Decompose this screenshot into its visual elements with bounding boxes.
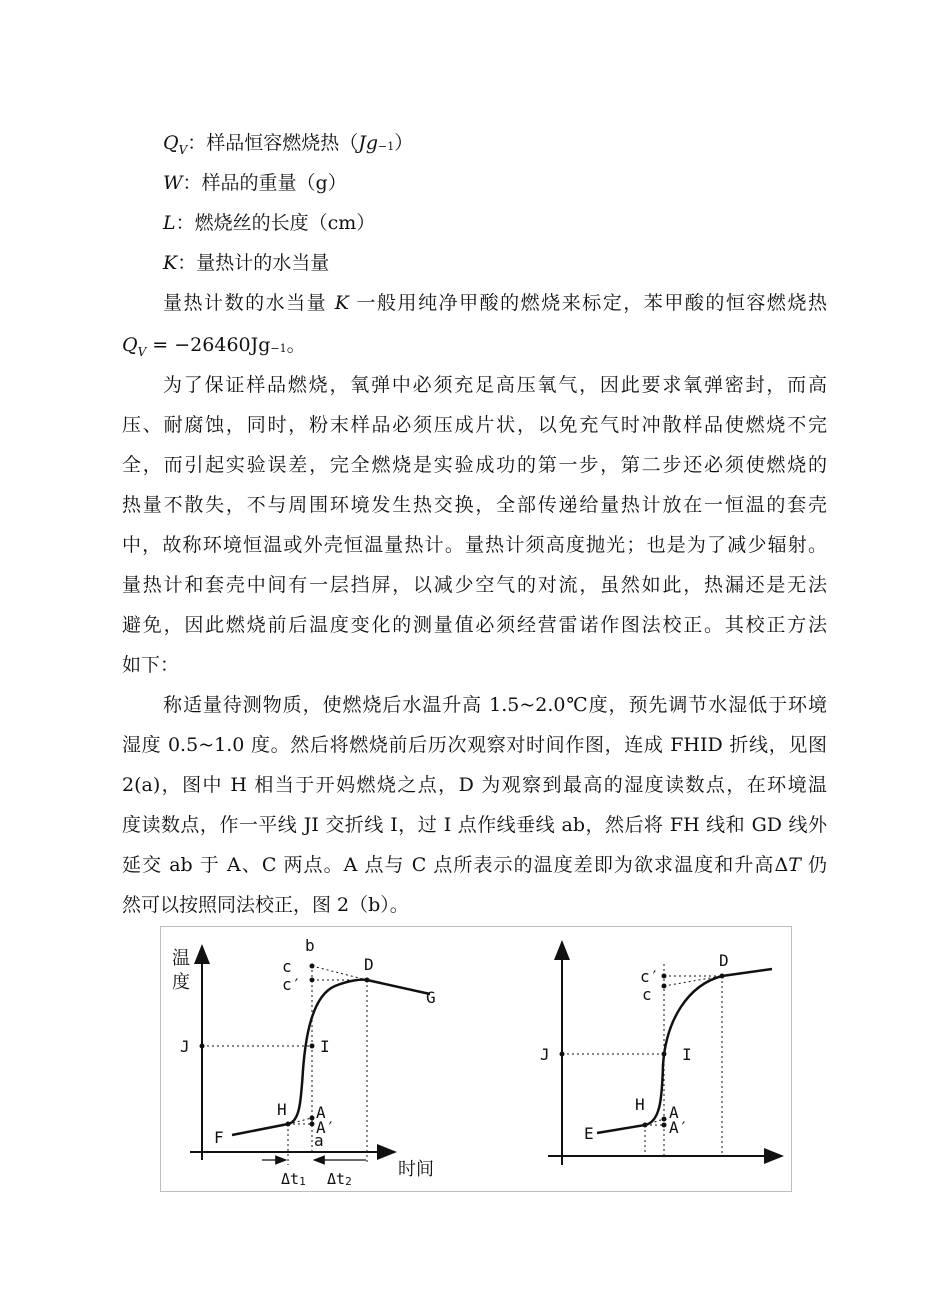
point-j: [200, 1044, 205, 1049]
point-ap: [662, 1123, 667, 1128]
point-j: [560, 1052, 565, 1057]
label-g: G: [426, 988, 436, 1007]
delta-symbol: Δ: [774, 854, 789, 876]
label-h: H: [277, 1100, 287, 1119]
bracket: ）: [394, 132, 414, 154]
delta-t2-label: Δt2: [327, 1170, 352, 1188]
definition-text: ：量热计的水当量: [177, 252, 330, 274]
label-d: D: [719, 951, 729, 970]
point-a: [662, 1117, 667, 1122]
label-ap: A′: [669, 1118, 689, 1137]
y-axis-label: 温: [172, 948, 190, 969]
label-c: c: [282, 957, 292, 976]
label-f: F: [214, 1128, 224, 1147]
paragraph-2-line: 如下：: [122, 654, 180, 676]
definition-text: ：样品恒容燃烧热（: [187, 132, 359, 154]
label-e: E: [584, 1124, 594, 1143]
panel-b: [540, 942, 782, 1165]
label-d: D: [364, 955, 374, 974]
label-a-small: a: [314, 1131, 324, 1150]
y-axis-label: 度: [172, 972, 190, 993]
point-ap: [310, 1122, 315, 1127]
symbol: L: [163, 212, 176, 234]
exponent: −1: [378, 140, 395, 153]
label-c: c: [642, 985, 652, 1004]
exponent: −1: [270, 342, 287, 355]
temperature-curve: [232, 980, 430, 1135]
label-a: A: [669, 1103, 679, 1122]
label-j: J: [540, 1045, 550, 1064]
paragraph-2-line: 全，而引起实验误差，完全燃烧是实验成功的第一步，第二步还必须使燃烧的: [122, 454, 827, 476]
paragraph-3-line: 度读数点，作一平线 JI 交折线 I，过 I 点作线垂线 ab，然后将 FH 线和 GD 线外: [122, 814, 827, 836]
paragraph-3-line: 称适量待测物质，使燃烧后水温升高 1.5~2.0℃度，预先调节水湿低于环境: [163, 694, 827, 716]
point-i: [662, 1052, 667, 1057]
point-d: [365, 978, 370, 983]
symbol: Q: [163, 132, 179, 154]
text: 仍: [807, 854, 827, 876]
paragraph-2-line: 热量不散失，不与周围环境发生热交换，全部传递给量热计放在一恒温的套壳: [122, 494, 827, 516]
paragraph-3-line: 湿度 0.5~1.0 度。然后将燃烧前后历次观察对时间作图，连成 FHID 折线，见图: [122, 734, 827, 756]
point-i: [310, 1044, 315, 1049]
label-b: b: [305, 936, 315, 955]
label-cp: c′: [640, 967, 660, 986]
x-axis-label: 时间: [398, 1159, 434, 1180]
label-ap: A′: [316, 1118, 336, 1137]
panel-a: [172, 936, 436, 1188]
symbol: K: [163, 252, 178, 274]
symbol: W: [163, 172, 183, 194]
label-a: A: [316, 1103, 326, 1122]
point-c: [310, 964, 315, 969]
point-h: [643, 1123, 648, 1128]
text: 一般用纯净甲酸的燃烧来标定，苯甲酸的恒容燃烧热: [356, 292, 827, 314]
c-extension: [664, 976, 722, 986]
paragraph-2-line: 避免，因此燃烧前后温度变化的测量值必须经营雷诺作图法校正。其校正方法: [122, 614, 827, 636]
paragraph-2-line: 中，故称环境恒温或外壳恒温量热计。量热计须高度抛光；也是为了减少辐射。: [122, 534, 827, 556]
symbol: Q: [122, 334, 138, 356]
definition-text: ：样品的重量（g）: [182, 172, 347, 194]
subscript: V: [178, 143, 188, 157]
point-cp: [662, 974, 667, 979]
paragraph-3-line: 然可以按照同法校正，图 2（b）。: [122, 894, 409, 916]
text: 延交 ab 于 A、C 两点。A 点与 C 点所表示的温度差即为欲求温度和升高: [122, 854, 775, 876]
symbol: T: [788, 854, 801, 876]
point-cp: [310, 978, 315, 983]
delta-t1-label: Δt1: [281, 1170, 306, 1188]
paragraph-2-line: 为了保证样品燃烧，氧弹中必须充足高压氧气，因此要求氧弹密封，而高: [163, 374, 827, 396]
point-h: [286, 1122, 291, 1127]
label-j: J: [180, 1037, 190, 1056]
paragraph-2-line: 量热计和套壳中间有一层挡屏，以减少空气的对流，虽然如此，热漏还是无法: [122, 574, 827, 596]
text: = −26460Jg: [152, 334, 271, 356]
point-a: [310, 1116, 315, 1121]
unit: Jg: [358, 132, 379, 154]
paragraph-2-line: 压、耐腐蚀，同时，粉末样品必须压成片状，以免充气时冲散样品使燃烧不完: [122, 414, 827, 436]
point-d: [720, 974, 725, 979]
subscript: V: [137, 345, 147, 359]
text: 。: [286, 334, 306, 356]
point-c: [662, 984, 667, 989]
label-i: I: [320, 1037, 330, 1056]
text: 量热计数的水当量: [163, 292, 328, 314]
c-extension: [312, 966, 367, 980]
paragraph-3-line: 2(a)，图中 H 相当于开妈燃烧之点，D 为观察到最高的湿度读数点，在环境温: [122, 774, 827, 796]
label-cp: c′: [282, 975, 302, 994]
symbol: K: [334, 292, 349, 314]
label-i: I: [682, 1045, 692, 1064]
label-h: H: [635, 1095, 645, 1114]
definition-text: ：燃烧丝的长度（cm）: [175, 212, 376, 234]
